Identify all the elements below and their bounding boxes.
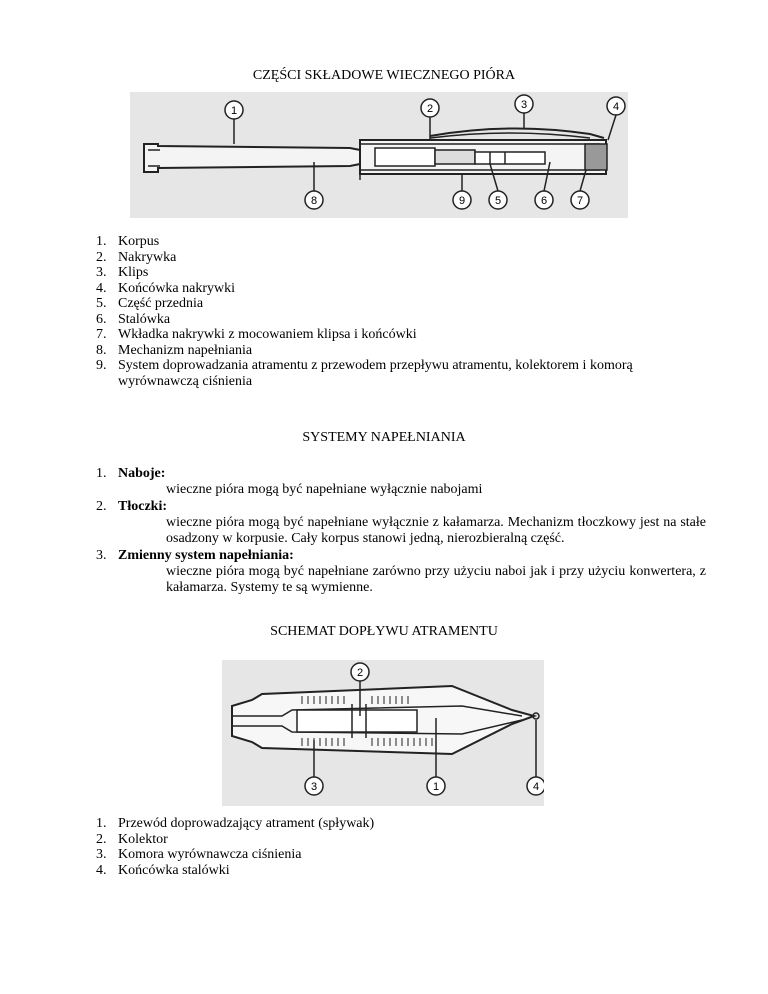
- system-item-pistons: 2. Tłoczki: wieczne pióra mogą być napełniane wyłącznie z kałamarza. Mechanizm tłoczkowy jest na stałe osadzony w korpusie. Cały korpus stanowi jedną, nierozbieralną część.: [96, 499, 706, 546]
- parts-list: [96, 234, 696, 389]
- flow-callout-2: 2: [356, 667, 364, 679]
- list-item: 3. Klips: [96, 265, 149, 280]
- list-item: 7. Wkładka nakrywki z mocowaniem klipsa i końcówki: [96, 327, 417, 342]
- parts-title: CZĘŚCI SKŁADOWE WIECZNEGO PIÓRA: [252, 68, 516, 83]
- callout-7: 7: [576, 195, 584, 207]
- system-item-cartridges: 1. Naboje: wieczne pióra mogą być napełniane wyłącznie nabojami: [96, 466, 483, 497]
- list-item: 4. Końcówka nakrywki: [96, 280, 236, 296]
- pen-parts-diagram: [130, 92, 628, 218]
- flow-callout-4: 4: [532, 781, 540, 793]
- callout-1: 1: [230, 105, 238, 117]
- list-item: 9. System doprowadzania atramentu z przewodem przepływu atramentu, kolektorem i komorą wyrównawczą ciśnienia: [96, 358, 633, 389]
- flow-callout-1: 1: [432, 781, 440, 793]
- list-item: 2. Nakrywka: [96, 249, 177, 265]
- callout-3: 3: [520, 99, 528, 111]
- callout-6: 6: [540, 195, 548, 207]
- list-item: 1. Korpus: [96, 234, 160, 249]
- callout-4: 4: [612, 101, 620, 113]
- list-item: 1. Przewód doprowadzający atrament (spływak): [96, 816, 375, 831]
- system-item-interchangeable: 3. Zmienny system napełniania: wieczne pióra mogą być napełniane zarówno przy użyciu naboi jak i przy użyciu konwertera, z kałamarza. Systemy te są wymienne.: [96, 548, 706, 595]
- callout-9: 9: [458, 195, 466, 207]
- list-item: 6. Stalówka: [96, 311, 171, 327]
- list-item: 8. Mechanizm napełniania: [96, 342, 253, 358]
- callout-2: 2: [426, 103, 434, 115]
- flow-parts-list: [96, 816, 696, 878]
- list-item: 4. Końcówka stalówki: [96, 862, 230, 878]
- flow-callout-3: 3: [310, 781, 318, 793]
- callout-8: 8: [310, 195, 318, 207]
- ink-flow-diagram: [222, 660, 544, 806]
- list-item: 2. Kolektor: [96, 831, 168, 847]
- callout-5: 5: [494, 195, 502, 207]
- list-item: 5. Część przednia: [96, 296, 204, 311]
- flow-title: SCHEMAT DOPŁYWU ATRAMENTU: [270, 624, 498, 639]
- list-item: 3. Komora wyrównawcza ciśnienia: [96, 847, 302, 862]
- systems-title: SYSTEMY NAPEŁNIANIA: [302, 430, 466, 445]
